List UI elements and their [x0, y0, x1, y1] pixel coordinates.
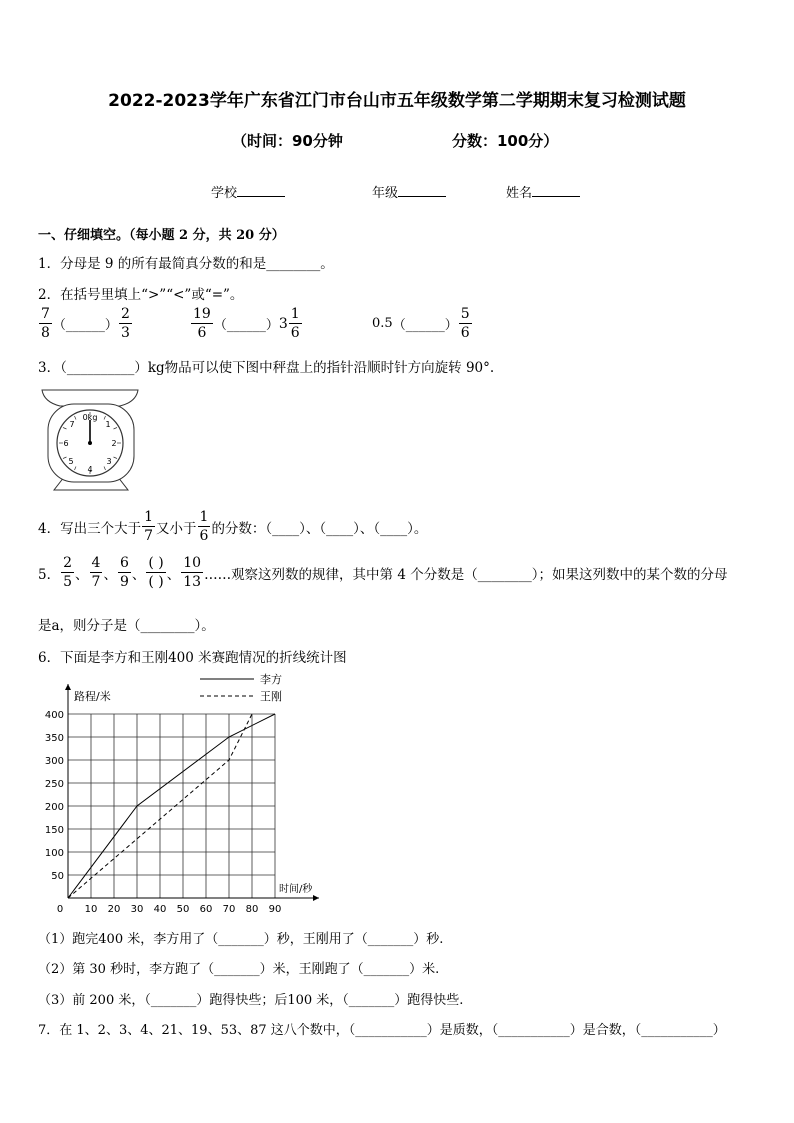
y-tick-label: 300	[44, 756, 64, 767]
y-axis-label: 路程/米	[74, 690, 111, 703]
line-chart	[38, 672, 338, 914]
question-6: 6．下面是李方和王刚400 米赛跑情况的折线统计图	[38, 650, 347, 666]
x-tick-label: 80	[245, 904, 259, 914]
x-tick-label: 30	[130, 904, 144, 914]
dial-hub	[88, 441, 92, 445]
x-tick-label: 50	[176, 904, 190, 914]
question-6-part-2: （2）第 30 秒时，李方跑了（_______）米，王刚跑了（_______）米.	[38, 962, 440, 977]
x-axis-arrow	[313, 895, 319, 901]
x-tick-label: 40	[153, 904, 167, 914]
legend-label-1: 李方	[260, 673, 282, 686]
y-tick-label: 250	[44, 779, 64, 790]
fraction: $\frac{4}{7}$	[91, 555, 101, 590]
scale-illustration	[38, 382, 148, 494]
y-tick-label: 400	[44, 710, 64, 721]
y-axis-arrow	[65, 684, 71, 690]
compare-blank[interactable]: （______）	[392, 318, 458, 333]
dial-number: 7	[69, 420, 75, 429]
y-tick-label: 100	[44, 848, 64, 859]
fraction: $\frac{1}{6}$	[199, 509, 209, 544]
dial-number: 4	[87, 465, 93, 474]
question-7: 7．在 1、2、3、4、21、19、53、87 这八个数中，（___________）是质数，（___________）是合数，（___________）	[38, 1023, 726, 1038]
y-tick-label: 50	[51, 871, 64, 882]
fraction: $\frac{5}{6}$	[460, 306, 470, 341]
question-5: 5． $\frac{2}{5}$ 、 $\frac{4}{7}$ 、 $\frac{6}{9}$ 、 $\frac{( )}{( )}$ 、 $\frac{10}{13}$ ……观察这列数的规律，其中第 4 个分数是（________）；如果这列数中的某个数的分母	[38, 555, 728, 590]
page-title: 2022-2023学年广东省江门市台山市五年级数学第二学期期末复习检测试题	[108, 91, 686, 111]
question-2-item-b: $\frac{19}{6}$ （______） 3 $\frac{1}{6}$	[193, 306, 300, 341]
dial-number: 6	[63, 439, 69, 448]
fraction-blank[interactable]: $\frac{( )}{( )}$	[148, 555, 164, 590]
question-6-part-1: （1）跑完400 米，李方用了（_______）秒，王刚用了（_______）秒.	[38, 932, 444, 947]
y-tick-label: 350	[44, 733, 64, 744]
fraction: $\frac{1}{6}$	[290, 306, 300, 341]
question-2-item-a	[38, 307, 133, 340]
x-tick-label: 10	[84, 904, 98, 914]
y-tick-label: 200	[44, 802, 64, 813]
legend-label-2: 王刚	[260, 690, 282, 703]
section-heading: 一、仔细填空。（每小题 2 分，共 20 分）	[38, 228, 285, 243]
fraction: $\frac{2}{3}$	[120, 306, 130, 341]
x-tick-label: 60	[199, 904, 213, 914]
x-tick-label: 0	[56, 904, 64, 914]
grade-field: 年级	[372, 182, 446, 201]
question-2-item-c: 0.5 （______） $\frac{5}{6}$	[372, 306, 470, 341]
dial-number: 5	[68, 457, 74, 466]
dial-number: 1	[105, 420, 111, 429]
score-label: 分数：100分）	[452, 132, 559, 150]
school-blank[interactable]	[237, 183, 285, 197]
question-2: 2．在括号里填上“>”“<”或“=”。	[38, 287, 244, 303]
dial-number: 2	[111, 439, 117, 448]
compare-blank[interactable]: （______）	[213, 318, 279, 333]
x-tick-label: 90	[268, 904, 282, 914]
fraction: $\frac{7}{8}$	[41, 306, 50, 341]
fraction: $\frac{2}{5}$	[63, 555, 73, 590]
question-4: 4．写出三个大于 $\frac{1}{7}$ 又小于 $\frac{1}{6}$ 的分数：（____）、（____）、（____）。	[38, 509, 428, 544]
fraction: $\frac{10}{13}$	[183, 555, 202, 590]
fraction: $\frac{6}{9}$	[119, 555, 129, 590]
question-3: 3．（__________）kg物品可以使下图中秤盘上的指针沿顺时针方向旋转 90°.	[38, 360, 495, 376]
grade-blank[interactable]	[398, 183, 446, 197]
x-tick-label: 20	[107, 904, 121, 914]
school-field: 学校	[211, 182, 285, 201]
question-6-part-3: （3）前 200 米，（_______）跑得快些；后100 米，（_______）跑得快些.	[38, 993, 464, 1008]
question-5-line2: 是a，则分子是（________）。	[38, 618, 215, 634]
dial-label-0kg: 0kg	[82, 413, 98, 422]
fraction: $\frac{19}{6}$	[193, 306, 211, 341]
compare-blank[interactable]: （______）	[52, 318, 118, 333]
y-tick-label: 150	[44, 825, 64, 836]
time-label: （时间：90分钟	[232, 132, 343, 150]
x-axis-label: 时间/秒	[279, 884, 313, 895]
dial-number: 3	[106, 457, 112, 466]
name-field: 姓名	[506, 182, 580, 201]
fraction: $\frac{1}{7}$	[144, 509, 154, 544]
name-blank[interactable]	[532, 183, 580, 197]
question-1: 1．分母是 9 的所有最简真分数的和是________。	[38, 256, 334, 272]
x-tick-label: 70	[222, 904, 236, 914]
